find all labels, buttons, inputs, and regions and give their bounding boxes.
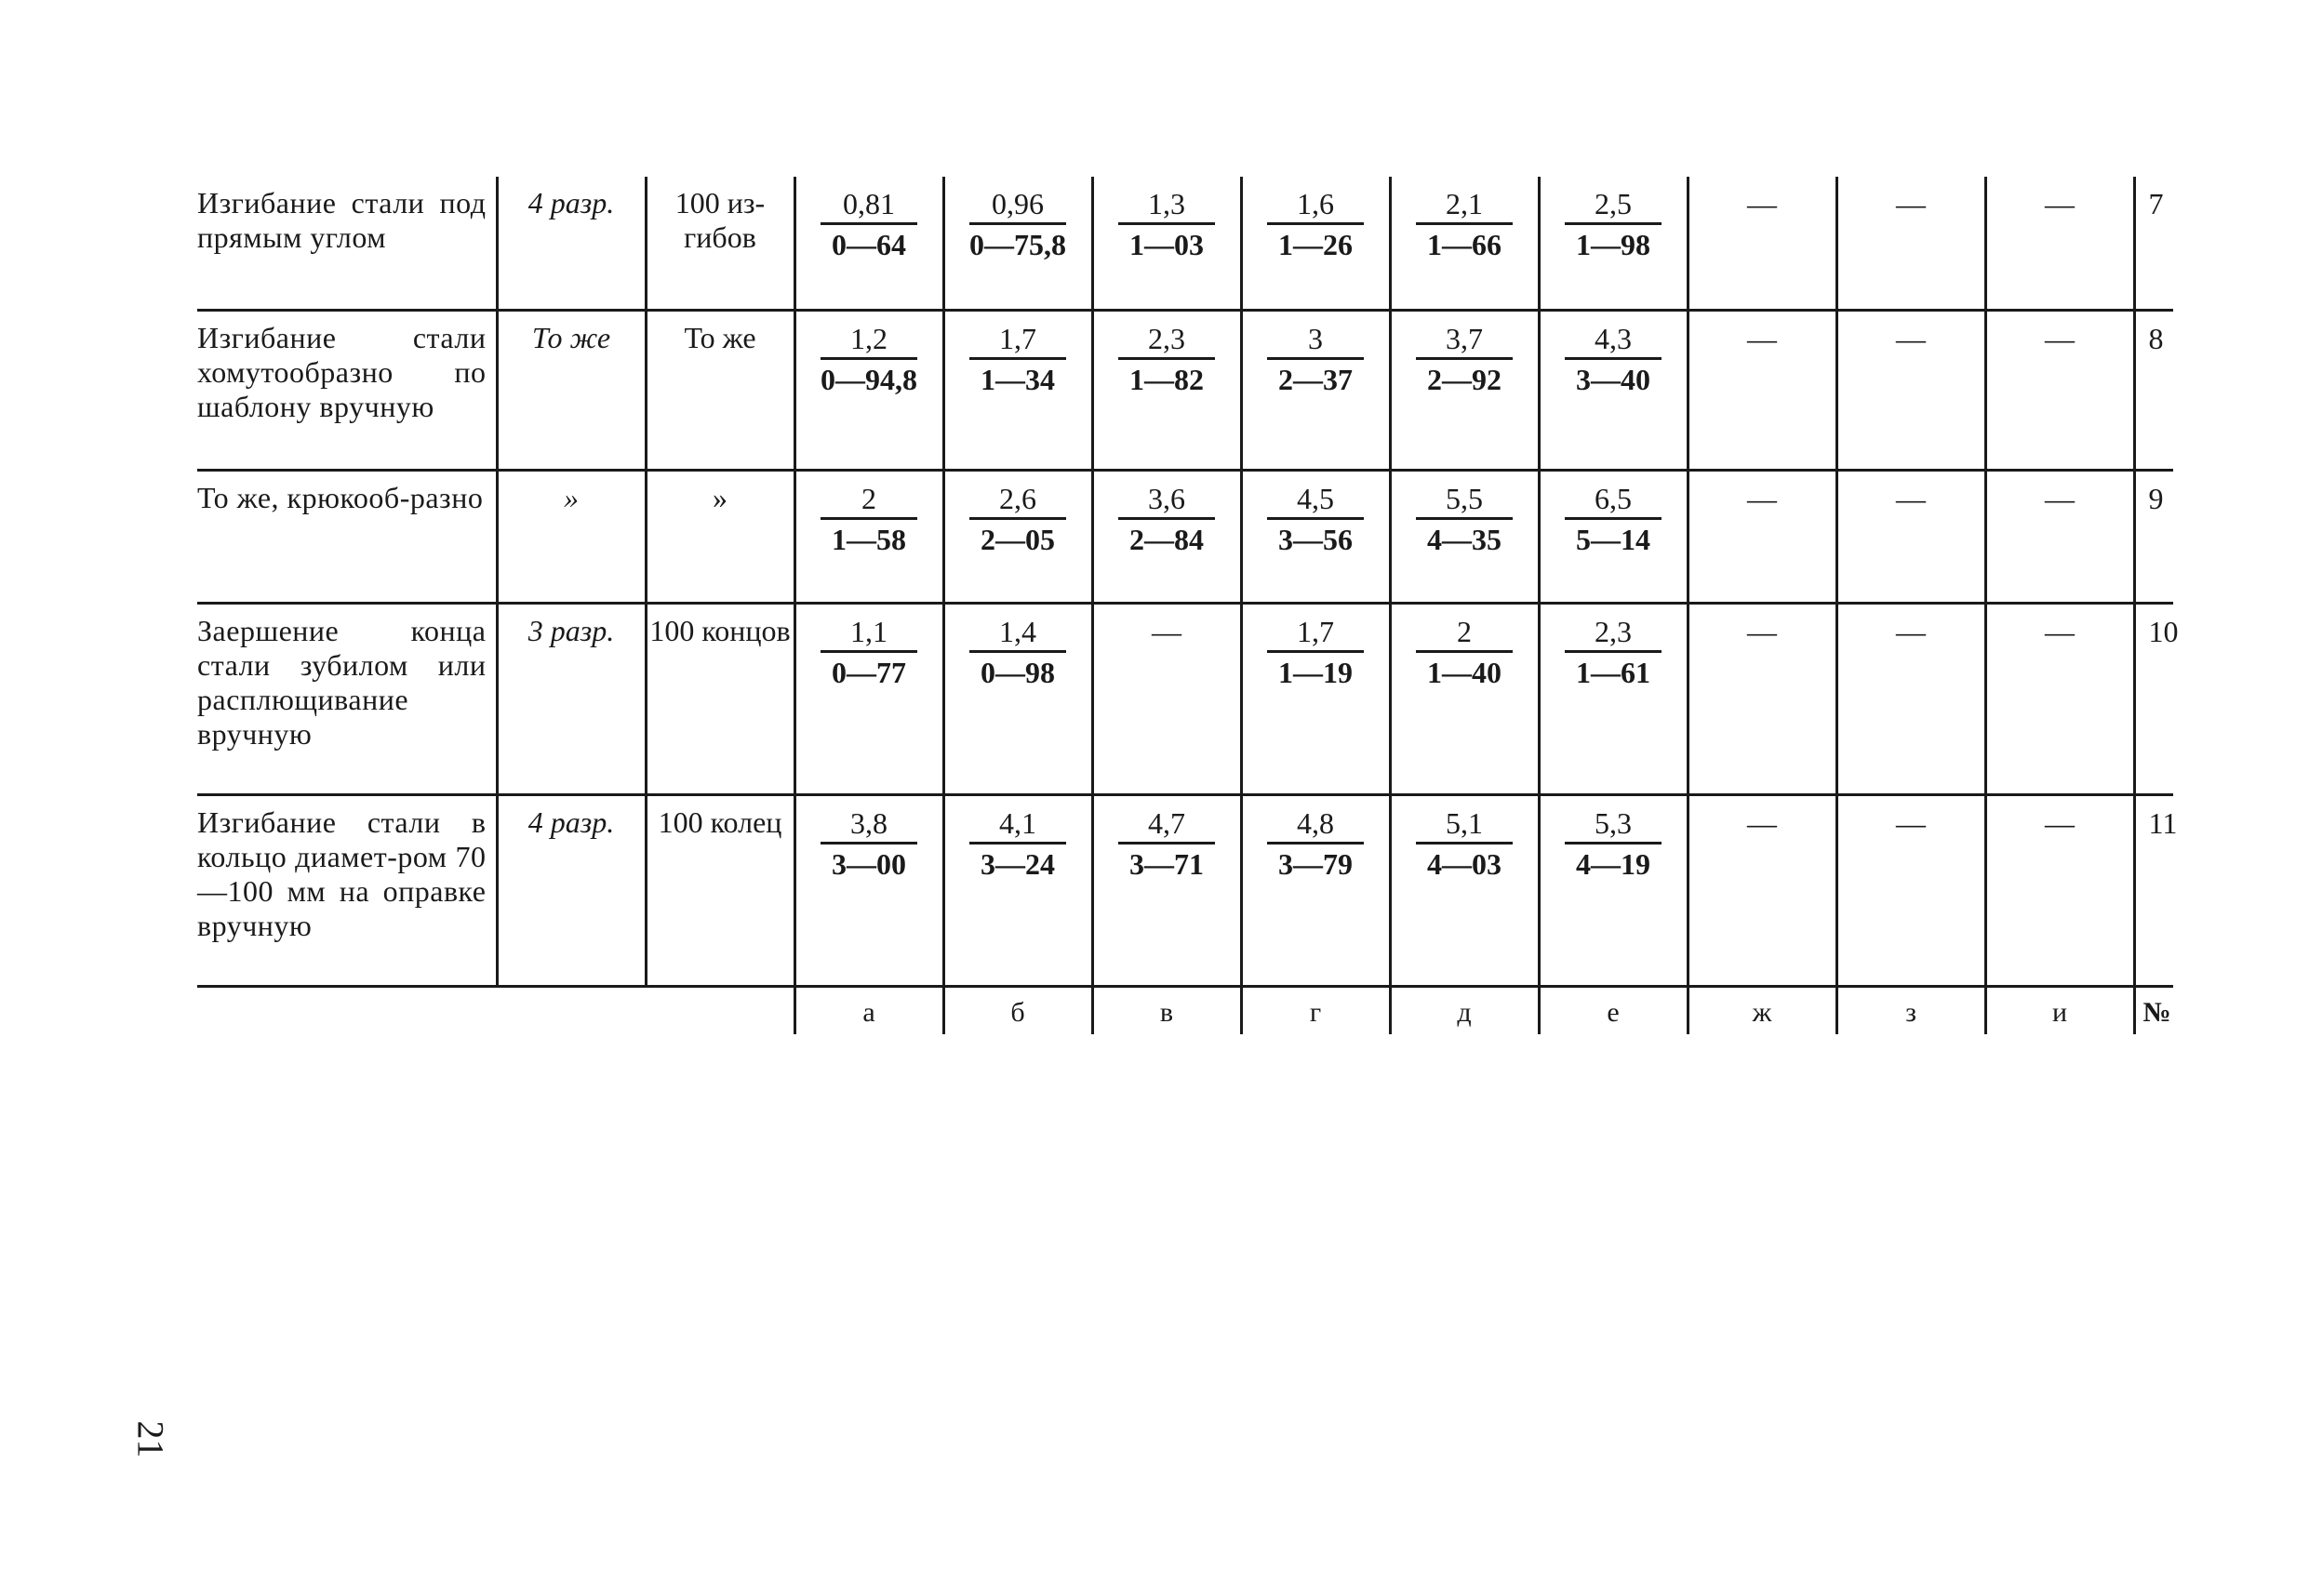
price-rate: 1—19 [1278, 655, 1353, 689]
time-norm: 3 [1267, 321, 1364, 360]
time-norm: 2,3 [1118, 321, 1215, 360]
row-number: 11 [2134, 794, 2173, 986]
empty-dash: — [1896, 805, 1926, 840]
measure-unit: То же [646, 310, 794, 470]
time-norm: 6,5 [1565, 481, 1662, 520]
norm-fraction [969, 321, 1066, 397]
norm-fraction [1118, 805, 1215, 882]
empty-dash: — [1896, 187, 1926, 220]
time-norm: 2,6 [969, 481, 1066, 520]
empty-dash: — [1747, 481, 1777, 515]
price-rate: 2—92 [1427, 362, 1502, 396]
table-body [197, 177, 2179, 986]
norm-fraction [821, 805, 917, 882]
norm-cell [1241, 794, 1390, 986]
price-rate: 1—40 [1427, 655, 1502, 689]
norm-cell [1092, 794, 1241, 986]
empty-dash: — [1747, 187, 1777, 220]
time-norm: 1,7 [969, 321, 1066, 360]
norm-cell [1688, 177, 1836, 310]
price-rate: 2—05 [981, 522, 1055, 556]
price-rate: 1—58 [832, 522, 906, 556]
page-number: 21 [129, 1420, 172, 1458]
operation-name: Заершение конца стали зубилом или расплющивание вручную [197, 603, 497, 794]
empty-dash: — [2045, 481, 2075, 515]
empty-dash: — [1747, 321, 1777, 355]
time-norm: 1,6 [1267, 186, 1364, 225]
price-rate: 3—71 [1129, 846, 1204, 881]
norm-cell [943, 794, 1092, 986]
time-norm: 3,7 [1416, 321, 1513, 360]
time-norm: 1,2 [821, 321, 917, 360]
row-number: 10 [2134, 603, 2173, 794]
time-norm: 4,1 [969, 805, 1066, 845]
column-index-a: а [794, 986, 943, 1034]
empty-dash: — [1747, 614, 1777, 648]
norm-fraction [969, 481, 1066, 557]
price-rate: 0—94,8 [821, 362, 917, 396]
table-row [197, 603, 2173, 794]
column-index-row [197, 986, 2173, 1034]
norm-cell [794, 310, 943, 470]
time-norm: 1,7 [1267, 614, 1364, 653]
operation-name: То же, крюкооб-разно [197, 470, 497, 603]
table-row [197, 470, 2173, 603]
norm-fraction [821, 321, 917, 397]
norm-cell [1241, 310, 1390, 470]
norm-cell [1836, 470, 1985, 603]
norm-fraction [969, 614, 1066, 690]
norm-cell [1390, 470, 1539, 603]
footer-spacer [197, 986, 794, 1034]
price-rate: 1—98 [1576, 228, 1650, 261]
norm-cell [1539, 603, 1688, 794]
norm-cell [943, 177, 1092, 310]
norm-fraction [969, 186, 1066, 262]
time-norm: 0,81 [821, 186, 917, 225]
norm-cell [1241, 470, 1390, 603]
norm-cell [1390, 177, 1539, 310]
operation-name: Изгибание стали под прямым углом [197, 177, 497, 310]
price-rate: 3—56 [1278, 522, 1353, 556]
norm-cell [1092, 470, 1241, 603]
worker-grade: То же [497, 310, 646, 470]
norm-fraction [1416, 805, 1513, 882]
column-index-e: е [1539, 986, 1688, 1034]
norm-cell [1539, 310, 1688, 470]
norm-fraction [1118, 481, 1215, 557]
norm-cell [1688, 603, 1836, 794]
price-rate: 4—19 [1576, 846, 1650, 881]
norm-cell [1092, 603, 1241, 794]
table-row [197, 310, 2173, 470]
norm-cell [1836, 177, 1985, 310]
table-row [197, 794, 2173, 986]
norm-fraction [1267, 614, 1364, 690]
norm-cell [794, 794, 943, 986]
norm-fraction [969, 805, 1066, 882]
time-norm: 1,4 [969, 614, 1066, 653]
norm-fraction [821, 186, 917, 262]
empty-dash: — [2045, 187, 2075, 220]
price-rate: 0—98 [981, 655, 1055, 689]
norm-fraction [1267, 321, 1364, 397]
measure-unit: » [646, 470, 794, 603]
norm-cell [1390, 794, 1539, 986]
norm-fraction [1565, 186, 1662, 262]
price-rate: 1—61 [1576, 655, 1650, 689]
norm-fraction [1416, 321, 1513, 397]
empty-dash: — [2045, 321, 2075, 355]
empty-dash: — [1896, 481, 1926, 515]
empty-dash: — [1896, 321, 1926, 355]
norm-cell [943, 603, 1092, 794]
norm-fraction [1118, 321, 1215, 397]
norm-cell [1985, 470, 2134, 603]
price-rate: 0—64 [832, 228, 906, 261]
row-number: 7 [2134, 177, 2173, 310]
time-norm: 5,5 [1416, 481, 1513, 520]
norm-cell [1985, 177, 2134, 310]
price-rate: 1—26 [1278, 228, 1353, 261]
norm-fraction [1416, 481, 1513, 557]
norm-fraction [1416, 186, 1513, 262]
column-index-v: в [1092, 986, 1241, 1034]
norm-cell [1390, 310, 1539, 470]
column-index-z: з [1836, 986, 1985, 1034]
time-norm: 3,6 [1118, 481, 1215, 520]
worker-grade: » [497, 470, 646, 603]
time-norm: 2 [821, 481, 917, 520]
time-norm: 0,96 [969, 186, 1066, 225]
price-rate: 1—34 [981, 362, 1055, 396]
price-rate: 1—03 [1129, 228, 1204, 261]
norm-cell [1688, 794, 1836, 986]
worker-grade: 4 разр. [497, 794, 646, 986]
price-rate: 3—24 [981, 846, 1055, 881]
time-norm: 4,7 [1118, 805, 1215, 845]
price-rate: 0—77 [832, 655, 906, 689]
norm-cell [1092, 177, 1241, 310]
norms-table [197, 177, 2179, 1034]
norm-cell [1836, 794, 1985, 986]
norm-cell [943, 470, 1092, 603]
time-norm: 2 [1416, 614, 1513, 653]
price-rate: 1—82 [1129, 362, 1204, 396]
time-norm: 4,3 [1565, 321, 1662, 360]
time-norm: 3,8 [821, 805, 917, 845]
norm-cell [943, 310, 1092, 470]
norm-cell [794, 177, 943, 310]
row-number: 8 [2134, 310, 2173, 470]
time-norm: 4,8 [1267, 805, 1364, 845]
norm-fraction [1267, 805, 1364, 882]
time-norm: 1,1 [821, 614, 917, 653]
norm-fraction [1565, 614, 1662, 690]
norm-cell [1836, 310, 1985, 470]
time-norm: 2,3 [1565, 614, 1662, 653]
column-index-b: б [943, 986, 1092, 1034]
time-norm: 1,3 [1118, 186, 1215, 225]
empty-dash: — [1747, 805, 1777, 840]
empty-dash: — [2045, 805, 2075, 840]
time-norm: 2,5 [1565, 186, 1662, 225]
price-rate: 4—35 [1427, 522, 1502, 556]
norm-cell [1539, 177, 1688, 310]
empty-dash: — [1896, 614, 1926, 648]
operation-name: Изгибание стали хомутообразно по шаблону вручную [197, 310, 497, 470]
norm-cell [1985, 794, 2134, 986]
price-rate: 3—40 [1576, 362, 1650, 396]
row-number: 9 [2134, 470, 2173, 603]
price-rate: 1—66 [1427, 228, 1502, 261]
norm-cell [794, 603, 943, 794]
time-norm: 5,3 [1565, 805, 1662, 845]
time-norm: 5,1 [1416, 805, 1513, 845]
norm-fraction [1267, 481, 1364, 557]
norm-cell [1985, 603, 2134, 794]
price-rate: 3—79 [1278, 846, 1353, 881]
operation-name: Изгибание стали в кольцо диамет-ром 70—100 мм на оправке вручную [197, 794, 497, 986]
measure-unit: 100 концов [646, 603, 794, 794]
worker-grade: 4 разр. [497, 177, 646, 310]
column-index-i: и [1985, 986, 2134, 1034]
measure-unit: 100 из-гибов [646, 177, 794, 310]
price-rate: 5—14 [1576, 522, 1650, 556]
price-rate: 3—00 [832, 846, 906, 881]
norm-cell [1985, 310, 2134, 470]
time-norm: 2,1 [1416, 186, 1513, 225]
empty-dash: — [2045, 614, 2075, 648]
measure-unit: 100 колец [646, 794, 794, 986]
price-rate: 4—03 [1427, 846, 1502, 881]
norm-fraction [1118, 186, 1215, 262]
column-index-zh: ж [1688, 986, 1836, 1034]
time-norm: 4,5 [1267, 481, 1364, 520]
norm-cell [1241, 177, 1390, 310]
norm-cell [1539, 794, 1688, 986]
column-index-no: № [2134, 986, 2173, 1034]
norm-cell [1241, 603, 1390, 794]
norm-cell [1092, 310, 1241, 470]
worker-grade: 3 разр. [497, 603, 646, 794]
norm-fraction [1267, 186, 1364, 262]
empty-dash: — [1152, 614, 1181, 648]
norm-cell [1688, 310, 1836, 470]
norm-fraction [1565, 805, 1662, 882]
norm-cell [1390, 603, 1539, 794]
price-rate: 0—75,8 [969, 228, 1066, 261]
norm-cell [794, 470, 943, 603]
norm-cell [1836, 603, 1985, 794]
norm-fraction [1565, 481, 1662, 557]
norm-cell [1688, 470, 1836, 603]
column-index-g: г [1241, 986, 1390, 1034]
norm-cell [1539, 470, 1688, 603]
norm-fraction [821, 614, 917, 690]
norm-fraction [821, 481, 917, 557]
price-rate: 2—84 [1129, 522, 1204, 556]
table-row [197, 177, 2173, 310]
price-rate: 2—37 [1278, 362, 1353, 396]
norm-fraction [1416, 614, 1513, 690]
norm-fraction [1565, 321, 1662, 397]
column-index-d: д [1390, 986, 1539, 1034]
